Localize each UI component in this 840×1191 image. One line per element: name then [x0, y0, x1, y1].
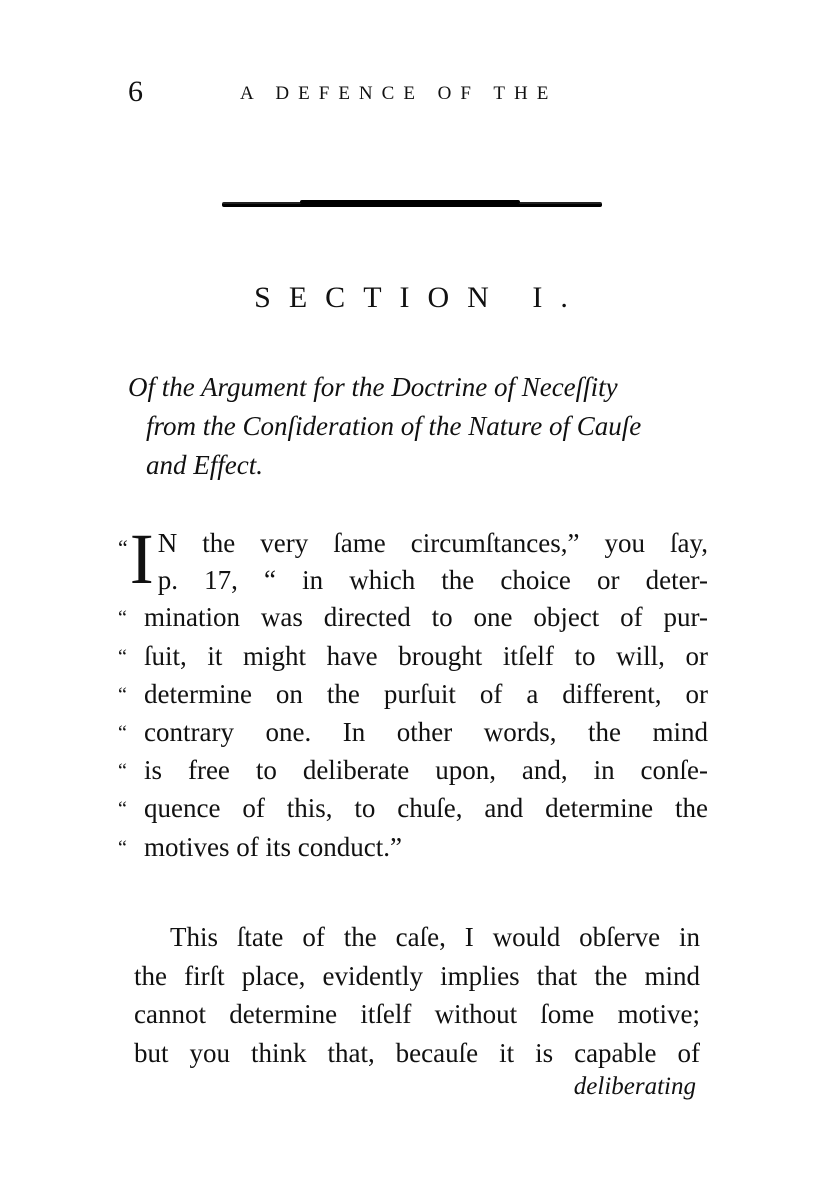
catchword: deliberating	[573, 1073, 696, 1100]
open-quote-mark: “	[118, 535, 128, 560]
quote-line: “ quence of this, to chuſe, and determine the	[118, 790, 708, 828]
section-heading: SECTION I.	[254, 281, 586, 314]
continuation-quote-mark: “	[118, 836, 127, 859]
paragraph-line: This ſtate of the caſe, I would obſerve in	[170, 922, 700, 952]
page-number: 6	[128, 75, 143, 108]
continuation-quote-mark: “	[118, 607, 127, 630]
quote-line: “ contrary one. In other words, the mind	[118, 714, 708, 752]
page-header	[128, 72, 688, 112]
drop-cap: I	[129, 525, 154, 599]
quoted-passage	[118, 525, 708, 867]
section-rule-thick	[300, 200, 520, 204]
continuation-quote-mark: “	[118, 683, 127, 706]
paragraph-line: but you think that, becauſe it is capable of	[134, 1037, 700, 1068]
quote-line: “ motives of its conduct.”	[118, 829, 708, 867]
section-subtitle	[128, 368, 708, 485]
subtitle-line: Of the Argument for the Doctrine of Neceſſity	[128, 372, 618, 402]
quote-line: N the very ſame circumſtances,” you ſay,	[157, 528, 708, 558]
body-paragraph	[134, 918, 700, 1072]
running-head: A DEFENCE OF THE	[240, 83, 558, 104]
quote-line: “ is free to deliberate upon, and, in conſe-	[118, 752, 708, 790]
dropcap-block	[118, 525, 708, 599]
continuation-quote-mark: “	[118, 798, 127, 821]
paragraph-line: cannot determine itſelf without ſome motive;	[134, 999, 700, 1029]
continuation-quote-mark: “	[118, 760, 127, 783]
quote-line: “ determine on the purſuit of a different, or	[118, 676, 708, 714]
quote-line: “ ſuit, it might have brought itſelf to will, or	[118, 638, 708, 676]
quote-line: p. 17, “ in which the choice or deter-	[157, 565, 708, 596]
continuation-quote-mark: “	[118, 722, 127, 745]
subtitle-line: from the Conſideration of the Nature of Cauſe	[146, 411, 642, 441]
continuation-quote-mark: “	[118, 645, 127, 668]
subtitle-line: and Effect.	[146, 450, 263, 480]
paragraph-line: the firſt place, evidently implies that the mind	[134, 960, 700, 991]
quote-line: “ mination was directed to one object of pur-	[118, 599, 708, 637]
